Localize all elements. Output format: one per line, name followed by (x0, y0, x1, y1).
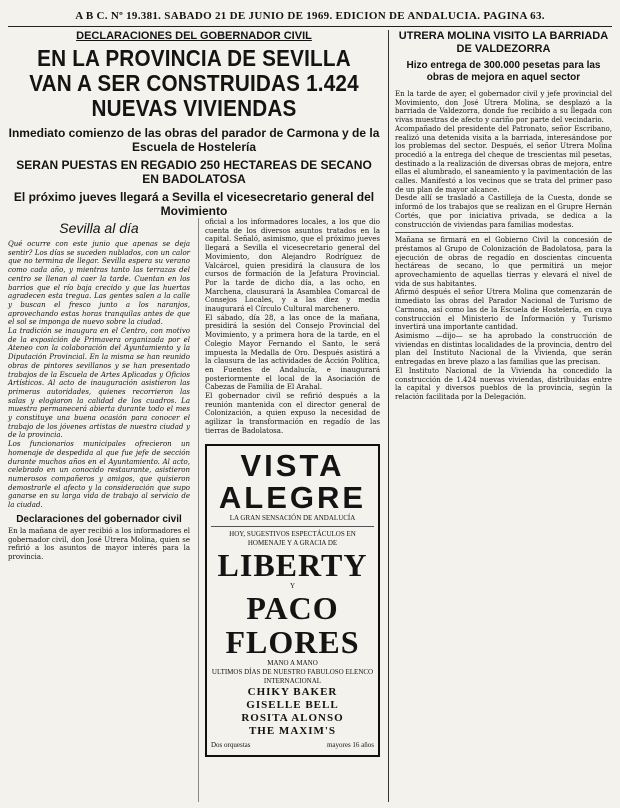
column-1-paragraph: En la mañana de ayer recibió a los informadores el gobernador civil, don José Utrera Molina, quien se refirió a los asuntos de mayor interés para la provincia. (8, 526, 190, 561)
side-paragraph: Desde allí se trasladó a Castilleja de la Cuesta, donde se informó de los trabajos que se realizan en el Grupre Hernán Cortés, que por iniciativa privada, se dedica a la construcción de viviendas para familias modestas. (395, 194, 612, 229)
side-article (388, 30, 612, 802)
column-2-paragraph: oficial a los informadores locales, a los que dio cuenta de los diversos asuntos tratados en la capital. Señaló, asimismo, que el próximo jueves llegará a Sevilla el vicesecretario general del Movimiento, don Alejandro Rodríguez de Valcárcel, quien presidirá la clausura de los cursos de formación de la Jefatura Provincial. Por la tarde de dicho día, a las ocho, en Marchena, clausurará la Asamblea Comarcal de Consejos Locales, y a las diez y media inaugurará el Círculo Cultural marchenero. (205, 218, 380, 314)
ad-title-vista: VISTA (240, 447, 345, 483)
ad-intro-line: HOY, SUGESTIVOS ESPECTÁCULOS EN HOMENAJE Y A GRACIA DE (229, 529, 356, 547)
article-deck-2: SERAN PUESTAS EN REGADIO 250 HECTAREAS DE SECANO EN BADOLATOSA (16, 158, 372, 186)
ad-act: GISELLE BELL (246, 698, 339, 711)
column-2-paragraph: El sábado, día 28, a las once de la mañana, presidirá la sesión del Consejo Provincial del Movimiento, y a primera hora de la tarde, en el Colegio Mayor Fernando el Santo, le será impuesta la Medalla de Oro. Después asistirá a la clausura de las actividades de Acción Política, en Fuentes de Andalucía, e inaugurará posteriormente el local de la Asociación de Cabezas de Familia de El Arahal. (205, 313, 380, 392)
side-paragraph: Mañana se firmará en el Gobierno Civil la concesión de préstamos al Grupo de Colonización de Badolatosa, para la ejecución de obras de regadío en doscientas cincuenta hectáreas de secano, lo que permitirá un mejor aprovechamiento de aquellas tierras y elevará el nivel de vida de sus habitantes. (395, 236, 612, 288)
column-2-paragraph: El gobernador civil se refirió después a la reunión mantenida con el director general de Colonización, a quien expuso la necesidad de agilizar la transformación en regadío de las tierras de Badolatosa. (205, 392, 380, 435)
side-headline: UTRERA MOLINA VISITO LA BARRIADA DE VALDEZORRA (398, 30, 609, 55)
ad-age-limit: mayores 16 años (326, 740, 374, 749)
article-columns (8, 218, 380, 802)
ad-act: ROSITA ALONSO (241, 711, 344, 724)
ad-ampersand: Y (289, 581, 296, 590)
page-header: A B C. Nº 19.381. SABADO 21 DE JUNIO DE 1969. EDICION DE ANDALUCIA. PAGINA 63. (8, 6, 612, 27)
side-paragraph: Asimismo —dijo— se ha aprobado la construcción de viviendas en distintas localidades de la provincia, dentro del plan del Instituto Nacional de la Vivienda, que serán entregadas en breve plazo a las familias que las precisan. (395, 331, 612, 367)
ad-divider (211, 526, 374, 527)
ad-venue: LA GRAN SENSACIÓN DE ANDALUCÍA (229, 513, 356, 522)
side-paragraph: Afirmó después el señor Utrera Molina que comenzarán de inmediato las obras del Parador Nacional de Turismo de Carmona, así como las de la Escuela de Hostelería, en cuya construcción el Ministerio de Información y Turismo invertirá una importante cantidad. (395, 288, 612, 332)
side-divider (395, 232, 612, 233)
side-deck: Hizo entrega de 300.000 pesetas para las obras de mejora en aquel sector (406, 60, 601, 83)
column-2 (198, 218, 380, 802)
side-paragraph: En la tarde de ayer, el gobernador civil y jefe provincial del Movimiento, don José Utrera Molina, se desplazó a la barriada de Valdezorra, donde fue recibido a su llegada con vivas muestras de afecto y cariño por parte del vecindario. (395, 90, 612, 125)
ad-star-paco-flores: PACO FLORES (225, 589, 360, 660)
article-headline: EN LA PROVINCIA DE SEVILLA VAN A SER CONSTRUIDAS 1.424 NUEVAS VIVIENDAS (29, 45, 359, 121)
side-paragraph: Acompañado del presidente del Patronato, señor Escribano, realizó una detenida visita a la barriada, interesándose por los problemas del sector. Después, el señor Utrera Molina procedió a la entrega del cheque de trescientas mil pesetas, destinado a la realización de diversas obras de mejora, entre ellas el alumbrado, el saneamiento y la pavimentación de las calles. Manifestó a los vecinos que se trata del primer paso de un plan de mayor alcance. (395, 124, 612, 194)
newspaper-page (8, 6, 612, 802)
vista-alegre-advertisement (205, 444, 380, 757)
column-1-subhead: Declaraciones del gobernador civil (16, 513, 182, 525)
ad-duo-note: MANO A MANO (267, 658, 318, 667)
column-1-paragraph: Qué ocurre con este junio que apenas se deja sentir? Los días se suceden nublados, con un calor que no termina de llegar. Sevilla espera su verano como cada año, y mientras tanto las terrazas del centro se llenan al caer la tarde. Cuentan en los barrios que el río baja crecido y que las huertas agradecen esta tregua. Las gentes salen a la calle y buscan el fresco junto a los naranjos, aprovechando estas horas tranquilas antes de que el sol se imponga de nuevo sobre la ciudad. (8, 240, 190, 327)
column-1-paragraph: Los funcionarios municipales ofrecieron un homenaje de despedida al que fue jefe de sección durante muchos años en el Ayuntamiento. Al acto, celebrado en un conocido restaurante, asistieron numerosos compañeros y amigos, que quisieron demostrarle el afecto y la consideración que supo ganarse en su larga vida de trabajo al servicio de la ciudad. (8, 440, 190, 510)
ad-act: CHIKY BAKER (247, 685, 338, 698)
main-article (8, 30, 380, 802)
article-kicker: DECLARACIONES DEL GOBERNADOR CIVIL (76, 30, 312, 42)
article-deck-3: El próximo jueves llegará a Sevilla el vicesecretario general del Movimiento (13, 190, 375, 218)
ad-cast-note: ULTIMOS DÍAS DE NUESTRO FABULOSO ELENCO INTERNACIONAL (211, 667, 374, 685)
column-1 (8, 218, 190, 802)
ad-act: THE MAXIM'S (248, 724, 337, 737)
ad-title-alegre: ALEGRE (218, 479, 367, 515)
ad-star-liberty: LIBERTY (217, 546, 368, 583)
section-title: Sevilla al día (59, 220, 139, 236)
ad-footer (211, 741, 374, 749)
column-1-paragraph: La tradición se inaugura en el Centro, con motivo de la exposición de Primavera organizada por el Ateneo con la colaboración del Ayuntamiento y la Diputación Provincial. En la misma se han reunido obras de pintores sevillanos y se han presentado trabajos de la Escuela de Artes Aplicadas y Oficios Artísticos. Al acto de inauguración asistieron las primeras autoridades, quienes recorrieron las salas y elogiaron la calidad de los cuadros. La muestra permanecerá abierta durante todo el mes y constituye una buena ocasión para conocer el trabajo de los jóvenes artistas de nuestra ciudad y de la provincia. (8, 327, 190, 440)
article-deck-1: Inmediato comienzo de las obras del parador de Carmona y de la Escuela de Hostelería (8, 126, 380, 154)
side-paragraph: El Instituto Nacional de la Vivienda ha concedido la construcción de 1.424 nuevas viviendas, distribuidas entre la capital y diversos pueblos de la provincia, según la relación facilitada por la Delegación. (395, 366, 612, 401)
ad-orchestras: Dos orquestas (211, 740, 251, 749)
